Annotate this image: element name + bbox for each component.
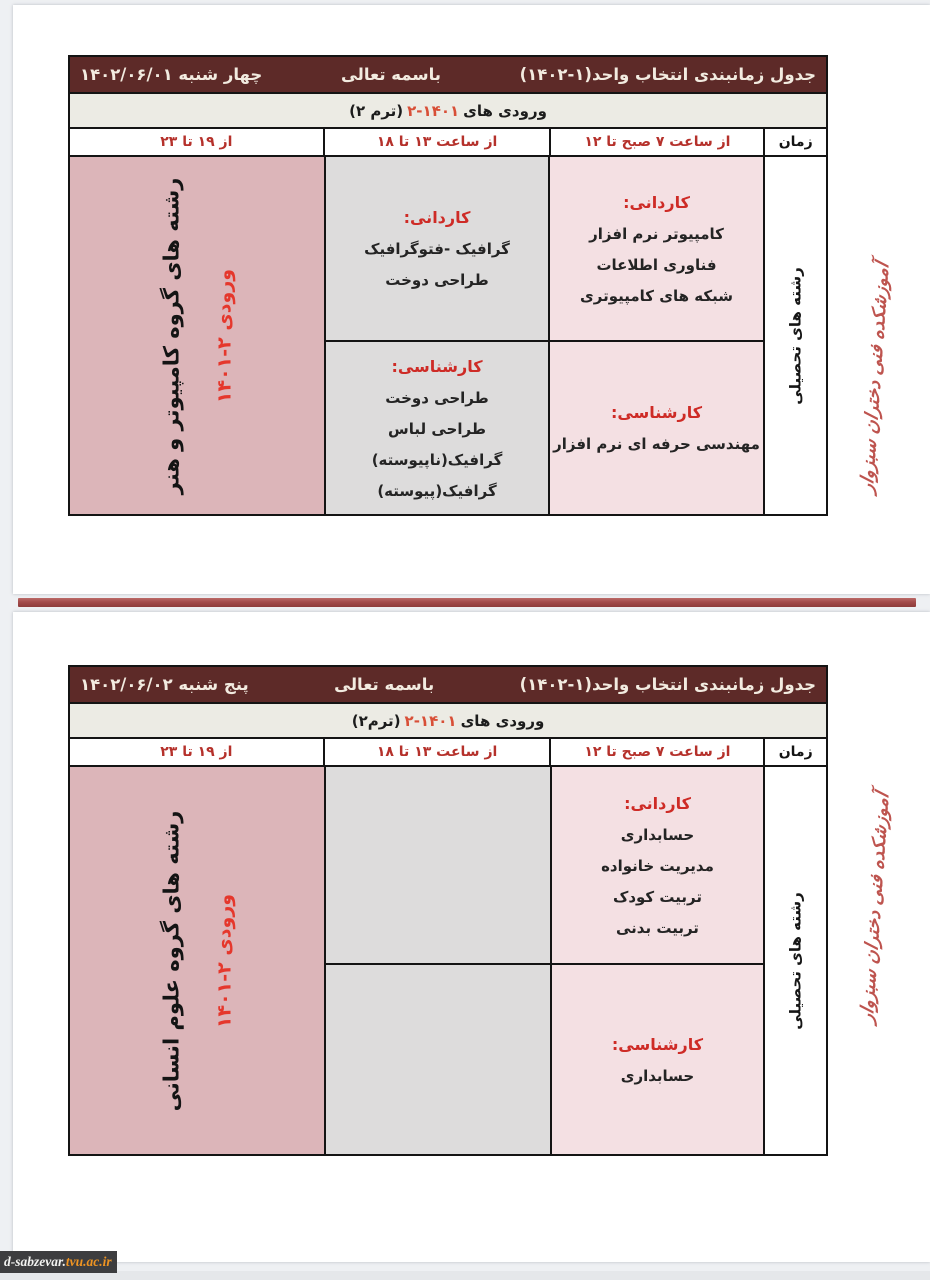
cohort-subtitle bbox=[70, 704, 826, 739]
table-body bbox=[70, 157, 826, 514]
program-item: شبکه های کامپیوتری bbox=[580, 286, 733, 305]
morning-bachelor-cell bbox=[550, 342, 763, 514]
table-title: جدول زمانبندی انتخاب واحد(۱-۱۴۰۲) bbox=[519, 675, 816, 694]
program-item: گرافیک(پیوسته) bbox=[377, 481, 497, 500]
morning-associate-cell bbox=[550, 157, 763, 342]
fields-axis-label: رشته های تحصیلی bbox=[786, 266, 805, 405]
header-afternoon-slot: از ساعت ۱۳ تا ۱۸ bbox=[323, 129, 550, 155]
basmala-text: باسمه تعالی bbox=[334, 675, 435, 694]
afternoon-empty-cell-top bbox=[326, 767, 550, 965]
cohort-prefix: ورودی های bbox=[460, 711, 545, 730]
program-item: طراحی دوخت bbox=[385, 388, 489, 407]
schedule-table-thursday bbox=[68, 665, 828, 1156]
header-evening-slot: از ۱۹ تا ۲۳ bbox=[160, 744, 233, 760]
morning-associate-cell bbox=[552, 767, 763, 965]
rotated-group-label bbox=[159, 810, 235, 1111]
morning-bachelor-cell bbox=[552, 965, 763, 1154]
degree-title: کاردانی: bbox=[624, 793, 691, 813]
table-title-bar bbox=[70, 57, 826, 94]
program-item: تربیت بدنی bbox=[616, 918, 699, 937]
group-entry: ورودی ۲-۱۴۰۱ bbox=[213, 893, 235, 1028]
column-header-row bbox=[70, 739, 826, 767]
program-item: مدیریت خانواده bbox=[601, 856, 714, 875]
page-bottom-edge bbox=[0, 1271, 930, 1280]
table-body bbox=[70, 767, 826, 1154]
page-break-divider bbox=[18, 598, 916, 607]
program-item: حسابداری bbox=[620, 1066, 695, 1085]
site-url-badge bbox=[0, 1251, 117, 1273]
program-item: طراحی دوخت bbox=[385, 271, 489, 289]
fields-axis-cell bbox=[763, 157, 826, 514]
site-url-part2: tvu.ac.ir bbox=[65, 1254, 112, 1269]
degree-title: کارشناسی: bbox=[610, 403, 703, 422]
college-watermark-text: آموزشکده فنی دختران سبزوار bbox=[856, 259, 894, 495]
day-date: پنج شنبه ۱۴۰۲/۰۶/۰۲ bbox=[80, 675, 249, 694]
program-item: گرافیک(ناپیوسته) bbox=[371, 450, 503, 469]
morning-column bbox=[548, 157, 763, 514]
schedule-table-wednesday bbox=[68, 55, 828, 516]
fields-axis-cell bbox=[763, 767, 826, 1154]
program-item: کامپیوتر نرم افزار bbox=[589, 224, 724, 243]
college-watermark-text: آموزشکده فنی دختران سبزوار bbox=[856, 789, 894, 1025]
day-date: چهار شنبه ۱۴۰۲/۰۶/۰۱ bbox=[80, 65, 263, 84]
afternoon-empty-cell-bottom bbox=[326, 965, 550, 1154]
degree-title: کارشناسی: bbox=[391, 356, 483, 376]
group-entry: ورودی ۲-۱۴۰۱ bbox=[212, 268, 235, 403]
program-item: حسابداری bbox=[620, 825, 695, 844]
site-url-part1: d-sabzevar. bbox=[4, 1254, 66, 1269]
afternoon-bachelor-cell bbox=[326, 342, 548, 514]
cohort-entry: ۲-۱۴۰۱ bbox=[404, 711, 457, 730]
header-time: زمان bbox=[763, 739, 826, 765]
basmala-text: باسمه تعالی bbox=[340, 65, 441, 84]
table-title: جدول زمانبندی انتخاب واحد(۱-۱۴۰۲) bbox=[519, 65, 816, 84]
rotated-group-label bbox=[159, 177, 235, 494]
fields-axis-label: رشته های تحصیلی bbox=[786, 891, 805, 1030]
header-evening-slot: از ۱۹ تا ۲۳ bbox=[160, 134, 233, 150]
header-time: زمان bbox=[763, 129, 826, 155]
cohort-suffix: (ترم۲) bbox=[351, 711, 401, 730]
evening-group-cell bbox=[70, 157, 324, 514]
degree-title: کارشناسی: bbox=[611, 1034, 704, 1054]
table-title-bar bbox=[70, 667, 826, 704]
program-item: طراحی لباس bbox=[388, 419, 486, 438]
header-morning-slot: از ساعت ۷ صبح تا ۱۲ bbox=[549, 739, 763, 765]
program-item: مهندسی حرفه ای نرم افزار bbox=[553, 435, 760, 453]
cohort-entry: ۲-۱۴۰۱ bbox=[407, 101, 460, 120]
program-item: تربیت کودک bbox=[612, 887, 702, 906]
cohort-subtitle bbox=[70, 94, 826, 129]
degree-title: کاردانی: bbox=[623, 192, 690, 212]
header-afternoon-slot: از ساعت ۱۳ تا ۱۸ bbox=[323, 739, 550, 765]
cohort-suffix: (ترم ۲) bbox=[349, 101, 404, 120]
afternoon-column bbox=[324, 157, 548, 514]
header-morning-slot: از ساعت ۷ صبح تا ۱۲ bbox=[549, 129, 763, 155]
cohort-prefix: ورودی های bbox=[463, 101, 547, 120]
afternoon-column bbox=[324, 767, 550, 1154]
group-name: رشته های گروه کامپیوتر و هنر bbox=[158, 177, 183, 494]
afternoon-associate-cell bbox=[326, 157, 548, 342]
morning-column bbox=[550, 767, 763, 1154]
program-item: گرافیک -فتوگرافیک bbox=[364, 240, 510, 258]
group-name: رشته های گروه علوم انسانی bbox=[159, 810, 183, 1111]
column-header-row bbox=[70, 129, 826, 157]
degree-title: کاردانی: bbox=[403, 208, 471, 227]
program-item: فناوری اطلاعات bbox=[596, 255, 717, 274]
evening-group-cell bbox=[70, 767, 324, 1154]
